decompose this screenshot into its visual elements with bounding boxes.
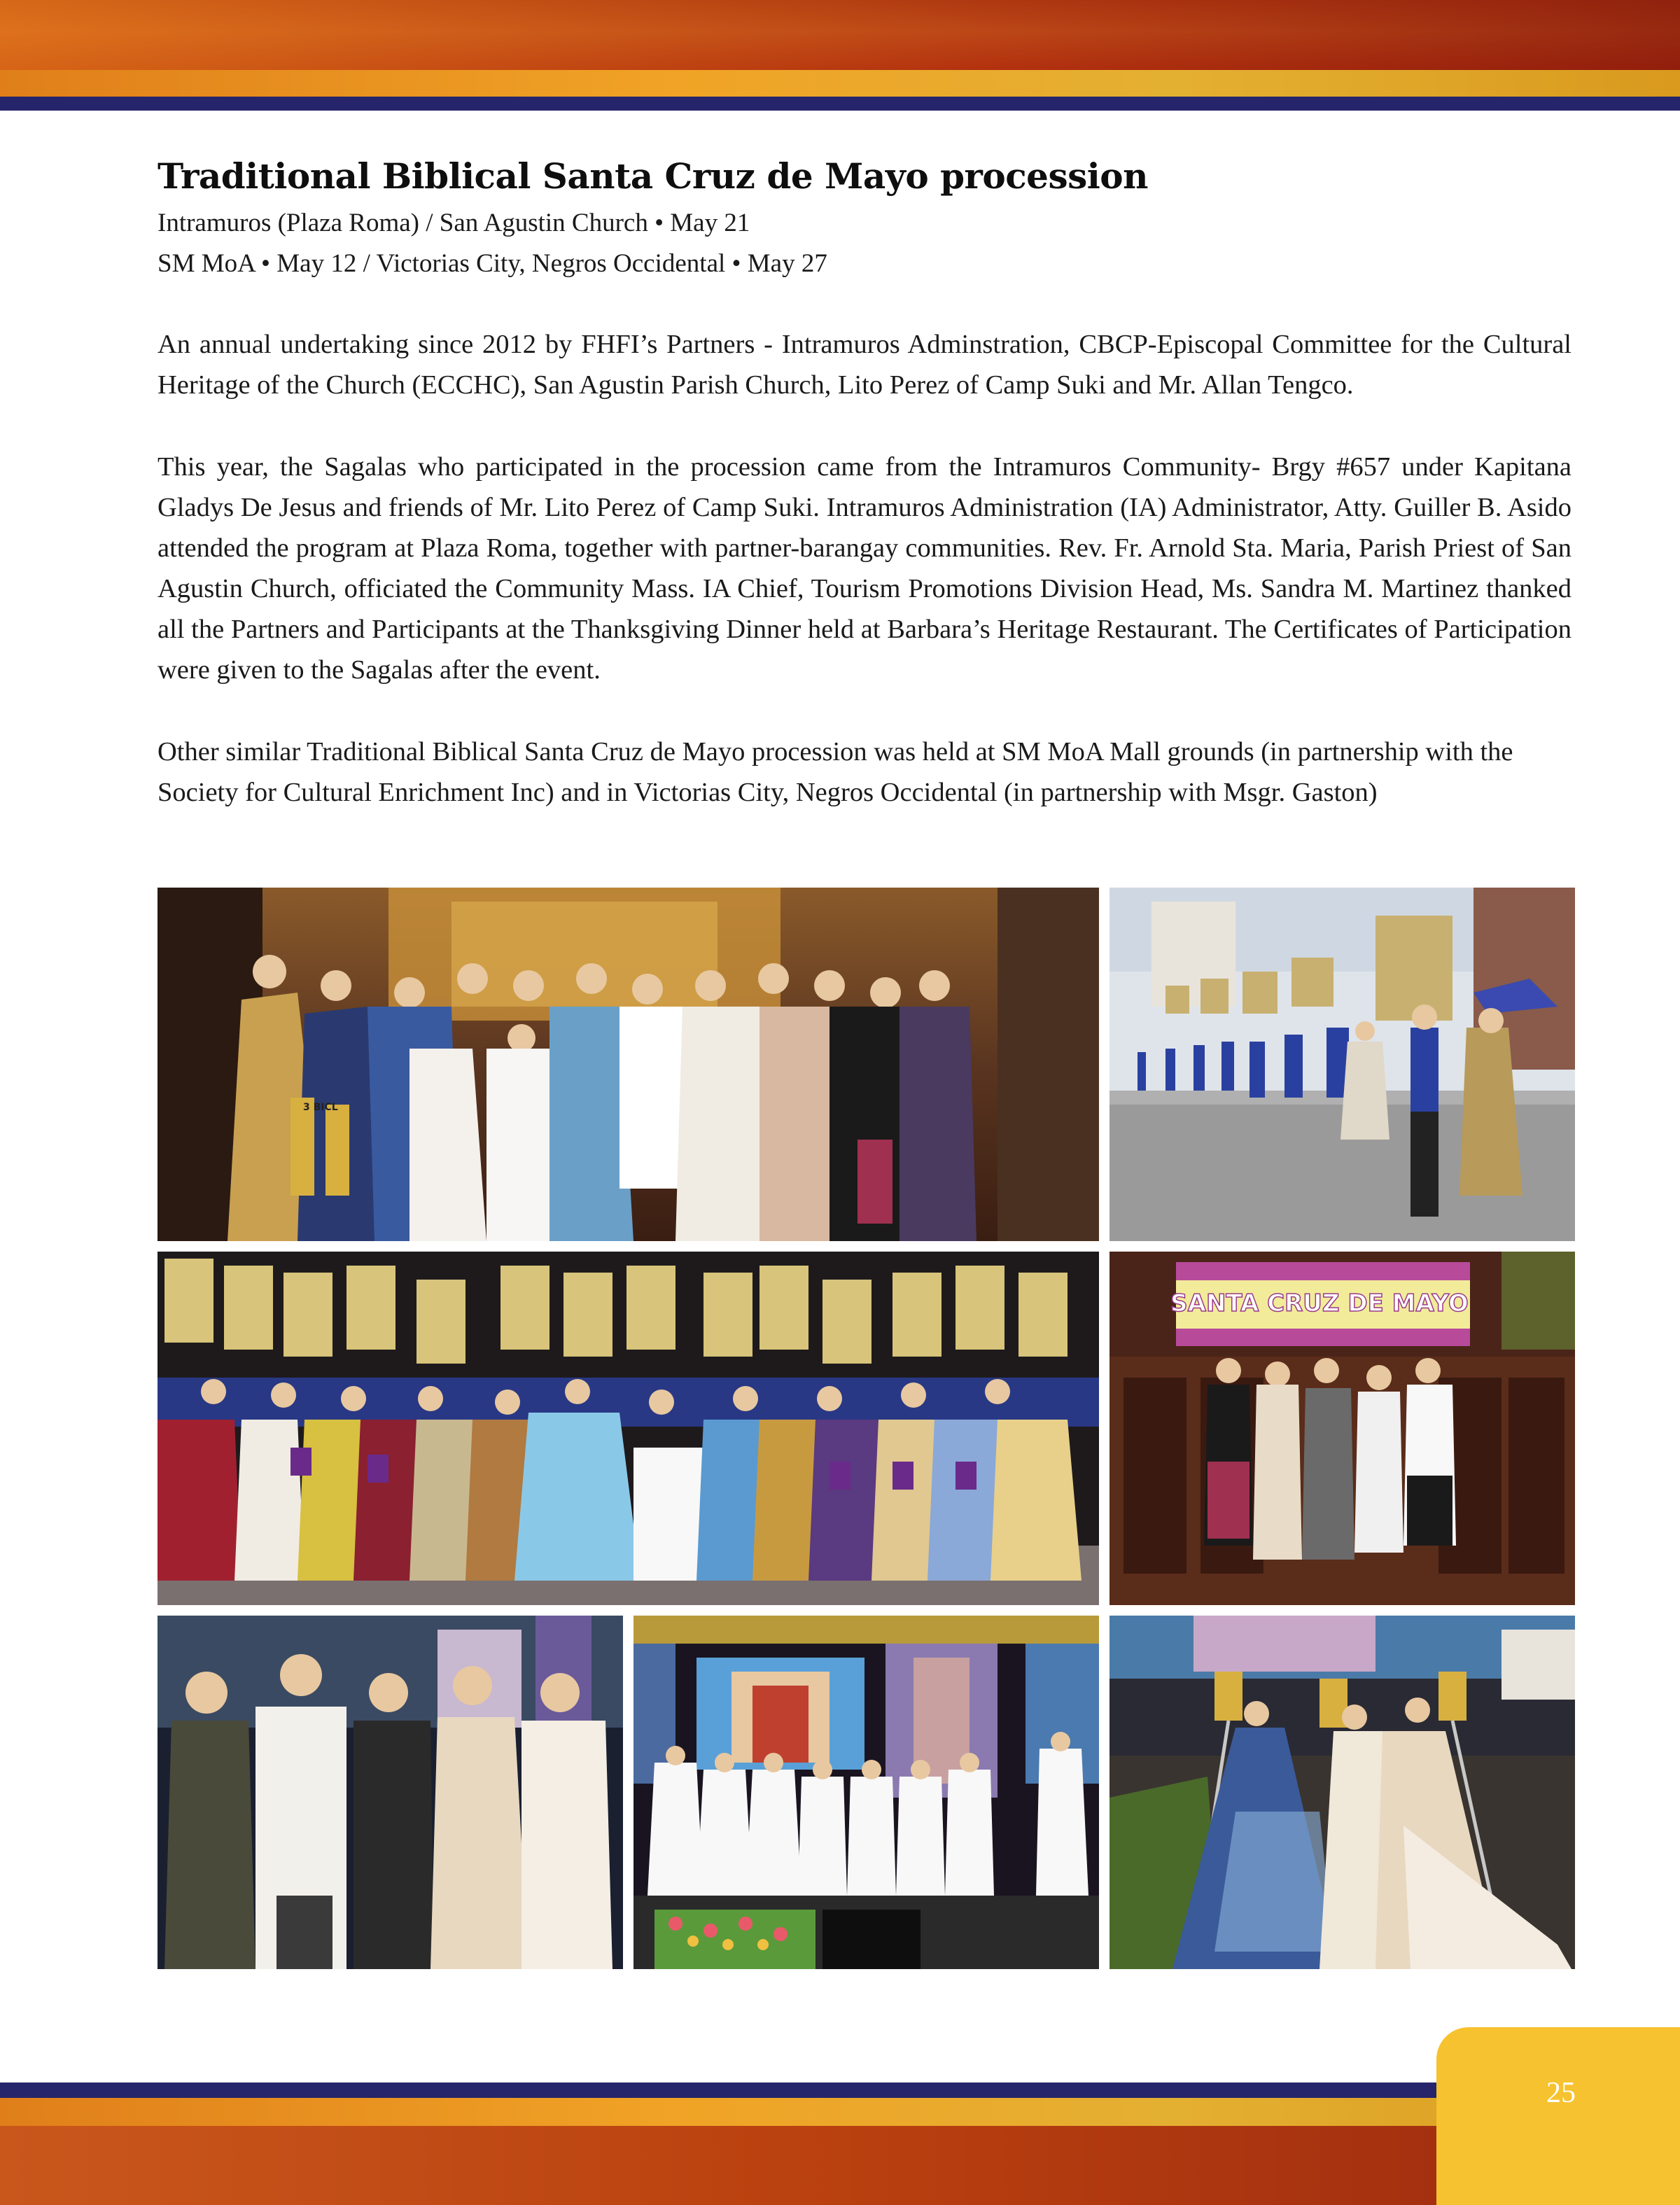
header-band: [0, 0, 1680, 70]
paragraph-other-venues: Other similar Traditional Biblical Santa Cruz de Mayo procession was held at SM MoA Mall grounds (in partnership with the Society for Cultural Enrichment Inc) and in Victorias City, Negros Occidental (in partnership with Msgr. Gaston): [158, 737, 1513, 807]
photo-gowns-lanterns: [1110, 1616, 1575, 1969]
banner-text: SANTA CRUZ DE MAYO: [1170, 1289, 1469, 1317]
page-number-tab: [1436, 2027, 1680, 2205]
article-title: Traditional Biblical Santa Cruz de Mayo procession: [158, 155, 1148, 197]
footer-gold-stripe: [0, 2098, 1680, 2126]
venue-line-2: SM MoA • May 12 / Victorias City, Negros Occidental • May 27: [158, 249, 827, 278]
photo-angels-stage: [634, 1616, 1099, 1969]
photo-sagalas-church-group: [158, 888, 1099, 1241]
photo-street-procession: [1110, 888, 1575, 1241]
sash-label: 3 BICL: [303, 1102, 338, 1113]
header-navy-stripe: [0, 97, 1680, 111]
venue-line-1: Intramuros (Plaza Roma) / San Agustin Church • May 21: [158, 209, 750, 237]
paragraph-partners: An annual undertaking since 2012 by FHFI’s Partners - Intramuros Adminstration, CBCP-Episcopal Committee for the Cultural Heritage of the Church (ECCHC), San Agustin Parish Church, Lito Perez of Camp Suki and Mr. Allan Tengco.: [158, 330, 1572, 400]
footer-band: [0, 2126, 1680, 2205]
page-number: 25: [1546, 2077, 1576, 2109]
paragraph-event-details: This year, the Sagalas who participated in the procession came from the Intramuros Community- Brgy #657 under Kapitana Gladys De Jesus and friends of Mr. Lito Perez of Camp Suki. Intramuros Administration (IA) Administrator, Atty. Guiller B. Asido attended the program at Plaza Roma, together with partner-barangay communities. Rev. Fr. Arnold Sta. Maria, Parish Priest of San Agustin Church, officiated the Community Mass. IA Chief, Tourism Promotions Division Head, Ms. Sandra M. Martinez thanked all the Partners and Participants at the Thanksgiving Dinner held at Barbara’s Heritage Restaurant. The Certificates of Participation were given to the Sagalas after the event.: [158, 452, 1572, 685]
photo-santa-cruz-banner-group: [1110, 1252, 1575, 1605]
photo-dignitaries-group: [158, 1616, 623, 1969]
header-gold-stripe: [0, 70, 1680, 97]
footer-navy-stripe: [0, 2082, 1680, 2098]
photo-night-procession-group: [158, 1252, 1099, 1605]
